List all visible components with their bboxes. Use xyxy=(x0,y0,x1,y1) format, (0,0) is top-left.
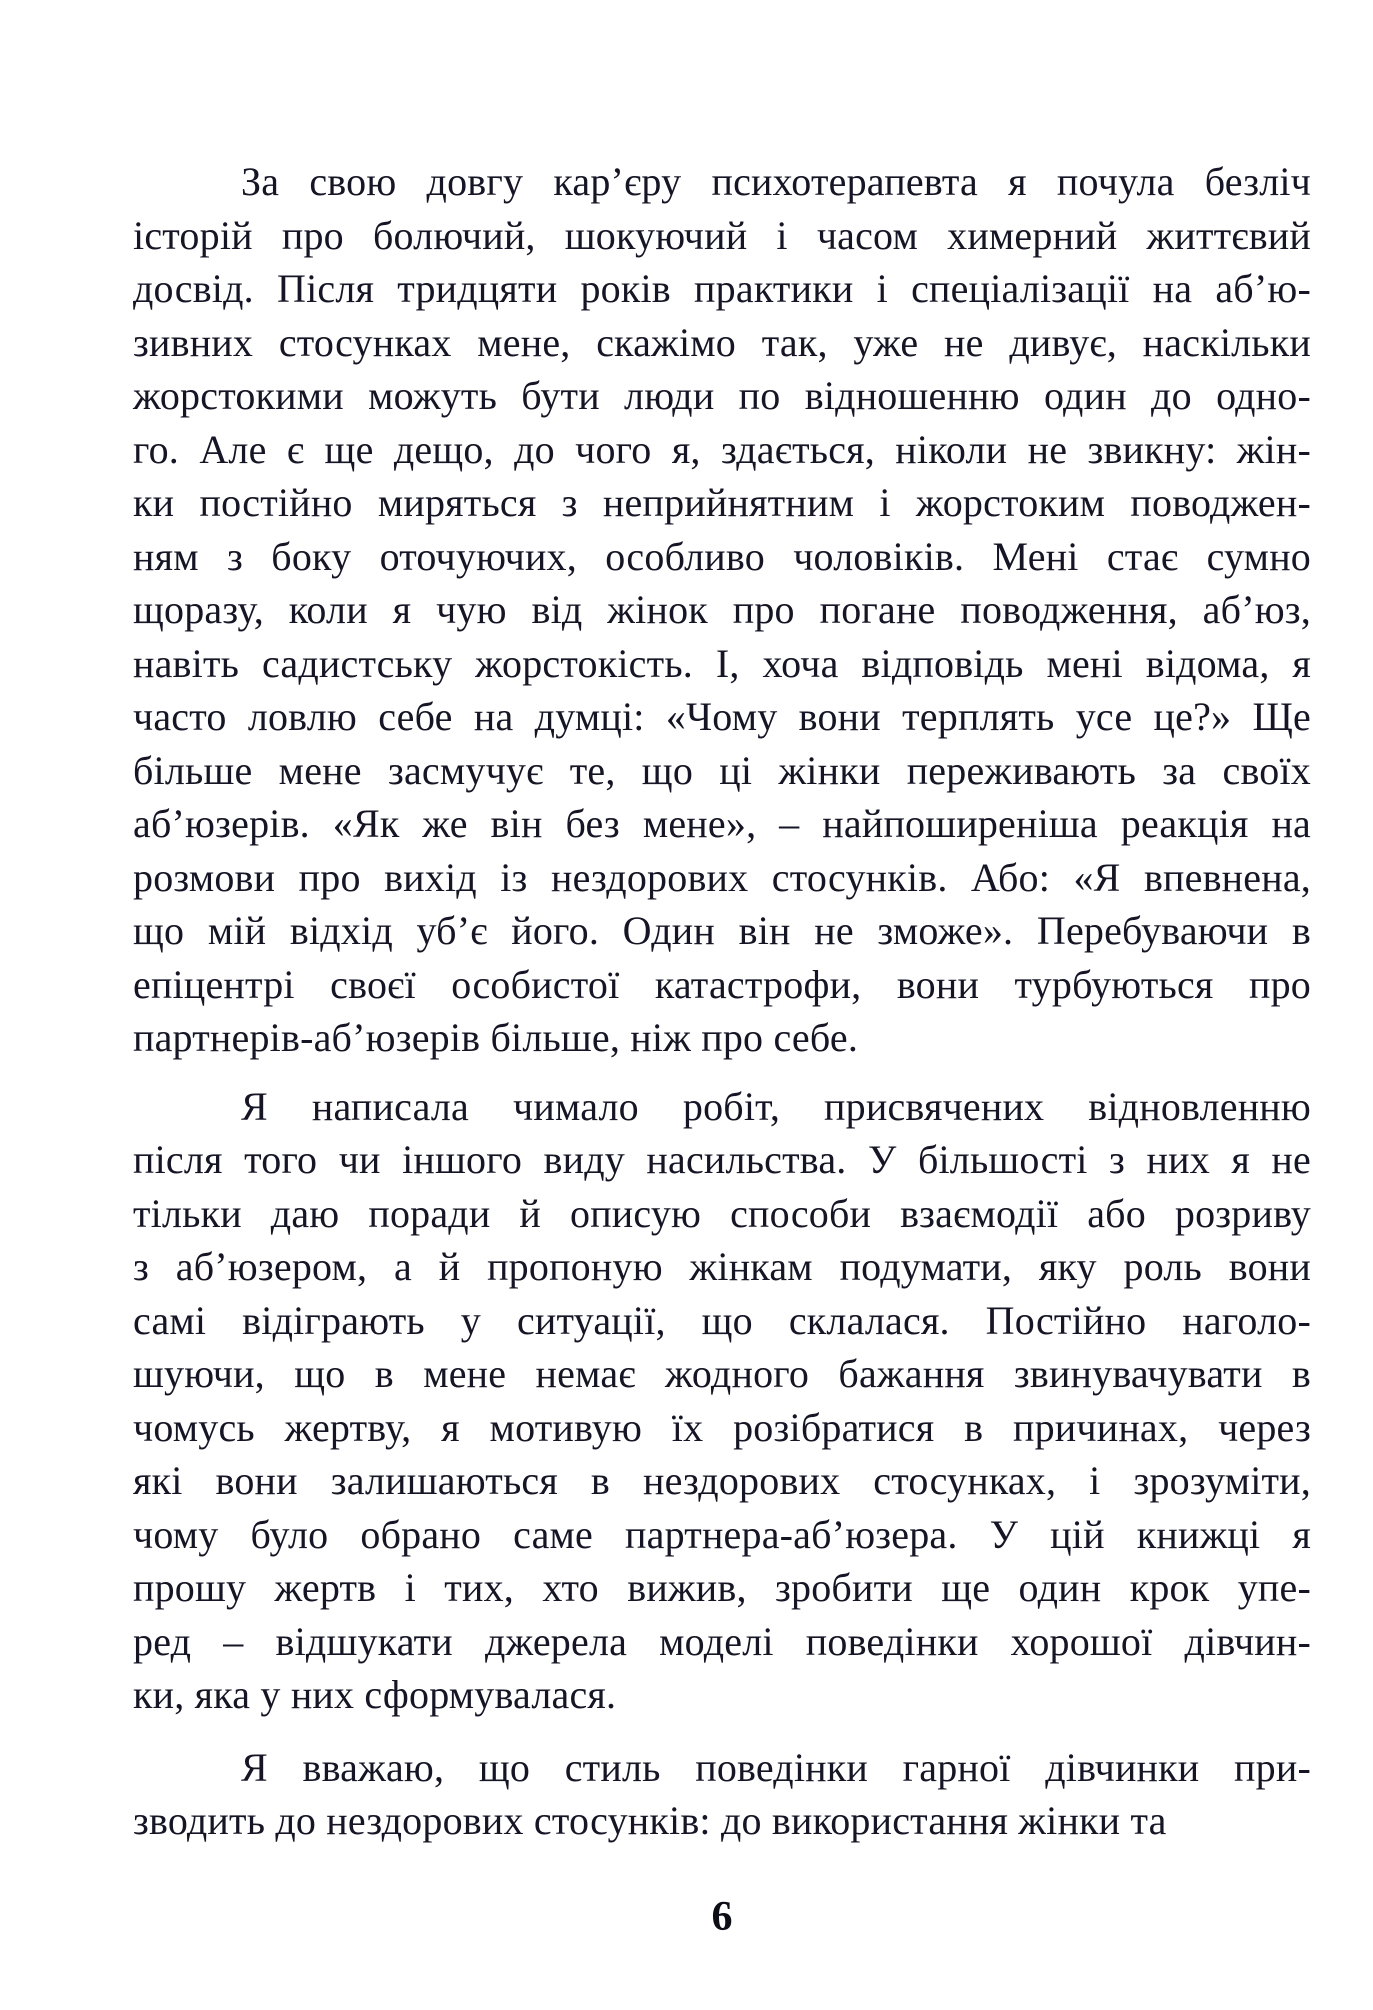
text-line: що мій відхід уб’є його. Один він не зможе». Перебуваючи в xyxy=(133,908,1311,953)
paragraph xyxy=(133,1080,1311,1722)
text-line: прошу жертв і тих, хто вижив, зробити ще один крок упе- xyxy=(133,1565,1311,1610)
text-line: з аб’юзером, а й пропоную жінкам подумати, яку роль вони xyxy=(133,1244,1311,1289)
text-line: ки, яка у них сформувалася. xyxy=(133,1672,617,1717)
text-line: ням з боку оточуючих, особливо чоловіків. Мені стає сумно xyxy=(133,533,1311,579)
text-line: навіть садистську жорстокість. І, хоча відповідь мені відома, я xyxy=(133,640,1311,686)
text-line: жорстокими можуть бути люди по відношенню один до одно- xyxy=(133,373,1311,418)
text-line: За свою довгу кар’єру психотерапевта я почула безліч xyxy=(241,159,1311,204)
text-line: чому було обрано саме партнера-аб’юзера. У цій книжці я xyxy=(133,1511,1311,1557)
text-line: ред – відшукати джерела моделі поведінки хорошої дівчин- xyxy=(133,1618,1311,1664)
text-line: ки постійно миряться з неприйнятним і жорстоким поводжен- xyxy=(133,480,1311,525)
text-line: аб’юзерів. «Як же він без мене», – найпоширеніша реакція на xyxy=(133,801,1311,846)
text-line: самі відіграють у ситуації, що склалася. Постійно наголо- xyxy=(133,1297,1311,1343)
text-line: го. Але є ще дещо, до чого я, здається, ніколи не звикну: жін- xyxy=(133,426,1311,472)
text-line: партнерів-аб’юзерів більше, ніж про себе. xyxy=(133,1015,859,1060)
text-line: більше мене засмучує те, що ці жінки переживають за своїх xyxy=(133,747,1311,793)
text-line: історій про болючий, шокуючий і часом химерний життєвий xyxy=(133,212,1311,258)
text-line: які вони залишаються в нездорових стосунках, і зрозуміти, xyxy=(133,1458,1311,1503)
text-line: досвід. Після тридцяти років практики і спеціалізації на аб’ю- xyxy=(133,266,1311,311)
text-line: Я написала чимало робіт, присвячених відновленню xyxy=(241,1083,1311,1129)
text-line: зводить до нездорових стосунків: до використання жінки та xyxy=(133,1798,1167,1843)
page-number: 6 xyxy=(711,1894,733,1940)
text-line: шуючи, що в мене немає жодного бажання звинувачувати в xyxy=(133,1351,1311,1396)
text-line: Я вважаю, що стиль поведінки гарної дівчинки при- xyxy=(241,1744,1311,1790)
text-line: розмови про вихід із нездорових стосунків. Або: «Я впевнена, xyxy=(133,854,1311,900)
text-line: чомусь жертву, я мотивую їх розібратися в причинах, через xyxy=(133,1404,1311,1450)
text-line: тільки даю поради й описую способи взаємодії або розриву xyxy=(133,1190,1311,1236)
text-line: часто ловлю себе на думці: «Чому вони терплять усе це?» Ще xyxy=(133,694,1311,739)
text-block xyxy=(133,155,1311,1848)
text-line: після того чи іншого виду насильства. У більшості з них я не xyxy=(133,1137,1311,1182)
text-line: епіцентрі своєї особистої катастрофи, вони турбуються про xyxy=(133,961,1311,1007)
text-line: щоразу, коли я чую від жінок про погане поводження, аб’юз, xyxy=(133,587,1311,632)
paragraph xyxy=(133,1741,1311,1848)
paragraph xyxy=(133,155,1311,1065)
text-line: зивних стосунках мене, скажімо так, уже не дивує, наскільки xyxy=(133,319,1311,365)
